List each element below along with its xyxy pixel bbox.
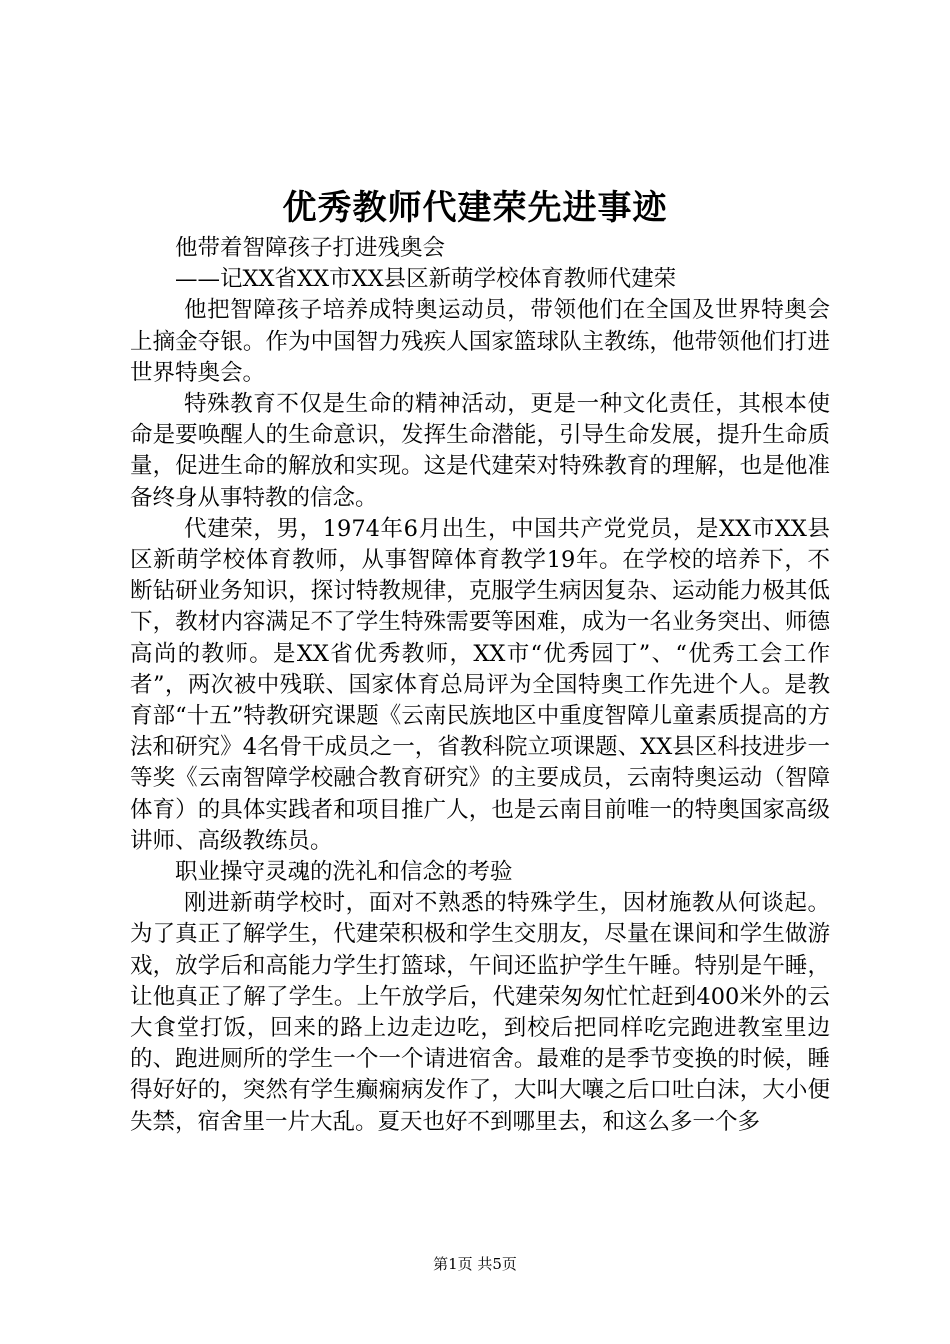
section-heading: 职业操守灵魂的洗礼和信念的考验	[175, 859, 513, 886]
page-footer: 第1页 共5页	[433, 1255, 517, 1273]
body-paragraph-4: 刚进新萌学校时，面对不熟悉的特殊学生，因材施教从何谈起。为了真正了解学生，代建荣积极和学生交朋友，尽量在课间和学生做游戏，放学后和高能力学生打篮球，午间还监护学生午睡。特别是午睡，让他真正了解了学生。上午放学后，代建荣匆匆忙忙赶到400米外的云大食堂打饭，回来的路上边走边吃，到校后把同样吃完跑进教室里边的、跑进厕所的学生一个一个请进宿舍。最难的是季节变换的时候，睡得好好的，突然有学生癫痫病发作了，大叫大嚷之后口吐白沫，大小便失禁，宿舍里一片大乱。夏天也好不到哪里去，和这么多一个多	[130, 890, 830, 1135]
subtitle-line-1: 他带着智障孩子打进残奥会	[175, 235, 446, 261]
body-paragraph-2: 特殊教育不仅是生命的精神活动，更是一种文化责任，其根本使命是要唤醒人的生命意识，发挥生命潜能，引导生命发展，提升生命质量，促进生命的解放和实现。这是代建荣对特殊教育的理解，也是他准备终身从事特教的信念。	[130, 391, 830, 511]
document-body	[130, 233, 830, 1138]
document-title: 优秀教师代建荣先进事迹	[282, 188, 668, 228]
body-paragraph-3: 代建荣，男，1974年6月出生，中国共产党党员，是XX市XX县区新萌学校体育教师，从事智障体育教学19年。在学校的培养下，不断钻研业务知识，探讨特教规律，克服学生病因复杂、运动能力极其低下，教材内容满足不了学生特殊需要等困难，成为一名业务突出、师德高尚的教师。是XX省优秀教师，XX市“优秀园丁”、“优秀工会工作者”，两次被中残联、国家体育总局评为全国特奥工作先进个人。是教育部“十五”特教研究课题《云南民族地区中重度智障儿童素质提高的方法和研究》4名骨干成员之一，省教科院立项课题、XX县区科技进步一等奖《云南智障学校融合教育研究》的主要成员，云南特奥运动（智障体育）的具体实践者和项目推广人，也是云南目前唯一的特奥国家高级讲师、高级教练员。	[130, 515, 830, 854]
body-paragraph-1: 他把智障孩子培养成特奥运动员，带领他们在全国及世界特奥会上摘金夺银。作为中国智力残疾人国家篮球队主教练，他带领他们打进世界特奥会。	[130, 297, 830, 386]
subtitle-line-2: ——记XX省XX市XX县区新萌学校体育教师代建荣	[175, 266, 677, 293]
